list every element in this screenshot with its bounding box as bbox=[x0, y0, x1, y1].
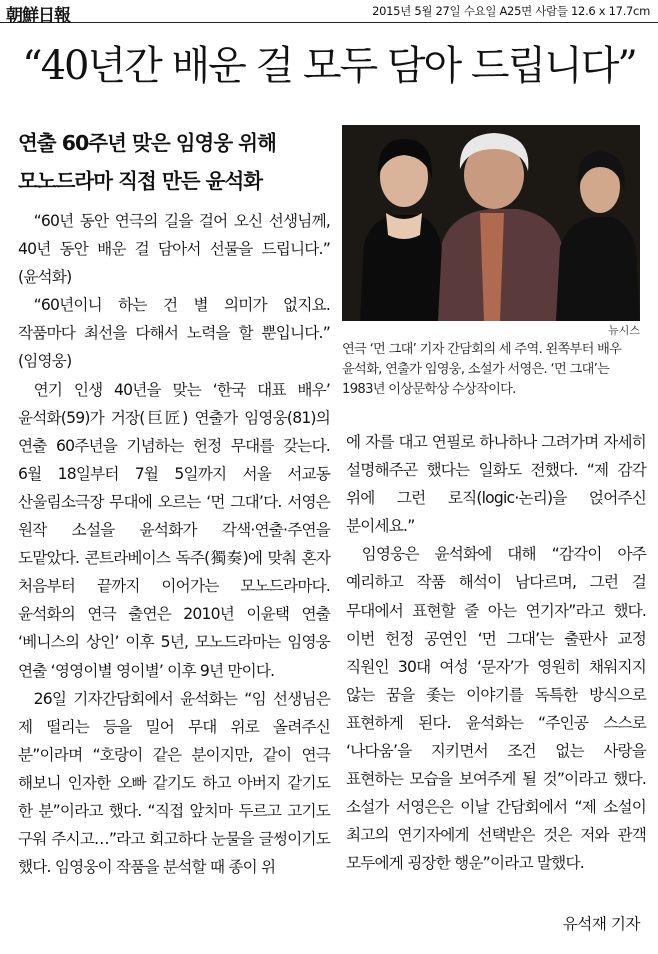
newspaper-logo: 朝鮮日報 bbox=[6, 6, 70, 26]
subhead bbox=[18, 124, 328, 200]
article-paragraph: “60년 동안 연극의 길을 걸어 오신 선생님께, 40년 동안 배운 걸 담아서 선물을 드립니다.” (윤석화) bbox=[18, 212, 330, 287]
article-paragraph: “60년이니 하는 건 별 의미가 없지요. 작품마다 최선을 다해서 노력을 할 뿐입니다.” (임영웅) bbox=[18, 296, 330, 371]
article-paragraph: 26일 기자간담회에서 윤석화는 “임 선생님은 제 떨리는 등을 밀어 무대 위로 올려주신 분”이라며 “호랑이 같은 분이지만, 같이 연극 해보니 인자한 오빠 같기도 하고 아버지 같기도 한 분”이라고 했다. “직접 앞치마 두르고 고기도 구워 주시고…”라고 회고하다 눈물을 글썽이기도 했다. 임영웅이 작품을 분석할 때 종이 위 bbox=[18, 689, 330, 877]
photo-caption: 연극 ‘먼 그대’ 기자 간담회의 세 주역. 왼쪽부터 배우 윤석화, 연출가 임영웅, 소설가 서영은. ‘먼 그대’는 1983년 이상문학상 수상작이다. bbox=[342, 342, 622, 397]
article-column-right bbox=[346, 428, 646, 878]
masthead bbox=[0, 0, 658, 26]
subhead-line-2: 모노드라마 직접 만든 윤석화 bbox=[18, 169, 263, 193]
byline: 유석재 기자 bbox=[562, 915, 640, 933]
article-paragraph: 에 자를 대고 연필로 하나하나 그려가며 자세히 설명해주곤 했다는 일화도 전했다. “제 감각 위에 그런 로직(logic·논리)을 얹어주신 분이세요.” bbox=[346, 433, 646, 536]
article-paragraph: 연기 인생 40년을 맞는 ‘한국 대표 배우’ 윤석화(59)가 거장(巨匠) 연출가 임영웅(81)의 연출 60주년을 기념하는 헌정 무대를 갖는다. 6월 18일부터 7월 5일까지 서울 서교동 산울림소극장 무대에 오르는 ‘먼 그대’다. 서영은 원작 소설을 윤석화가 각색·연출·주연을 도맡았다. 콘트라베이스 독주(獨奏)에 맞춰 혼자 처음부터 끝까지 이어가는 모노드라마다. 윤석화의 연극 출연은 2010년 이윤택 연출 ‘베니스의 상인’ 이후 5년, 모노드라마는 임영웅 연출 ‘영영이별 영이별’ 이후 9년 만이다. bbox=[18, 380, 330, 680]
article-column-left bbox=[18, 207, 330, 881]
press-photo bbox=[342, 125, 640, 321]
subhead-line-1: 연출 60주년 맞은 임영웅 위해 bbox=[18, 131, 276, 155]
photo-credit: 뉴시스 bbox=[608, 324, 640, 337]
issue-info: 2015년 5월 27일 수요일 A25면 사람들 12.6 x 17.7cm bbox=[372, 4, 650, 18]
headline: “40년간 배운 걸 모두 담아 드립니다” bbox=[22, 43, 636, 89]
people-photo-illustration bbox=[342, 125, 640, 321]
article-paragraph: 임영웅은 윤석화에 대해 “감각이 아주 예리하고 작품 해석이 남다르며, 그런 걸 무대에서 표현할 줄 아는 연기자”라고 했다. 이번 헌정 공연인 ‘먼 그대’는 출판사 교정 직원인 30대 여성 ‘문자’가 영원히 채워지지 않는 꿈을 좇는 이야기를 독특한 방식으로 표현하게 된다. 윤석화는 “주인공 스스로 ‘나다움’을 지키면서 조건 없는 사랑을 표현하는 모습을 보여주게 될 것”이라고 했다. 소설가 서영은은 이날 간담회에서 “제 소설이 최고의 연기자에게 선택받은 것은 저와 관객 모두에게 굉장한 행운”이라고 말했다. bbox=[346, 545, 646, 873]
